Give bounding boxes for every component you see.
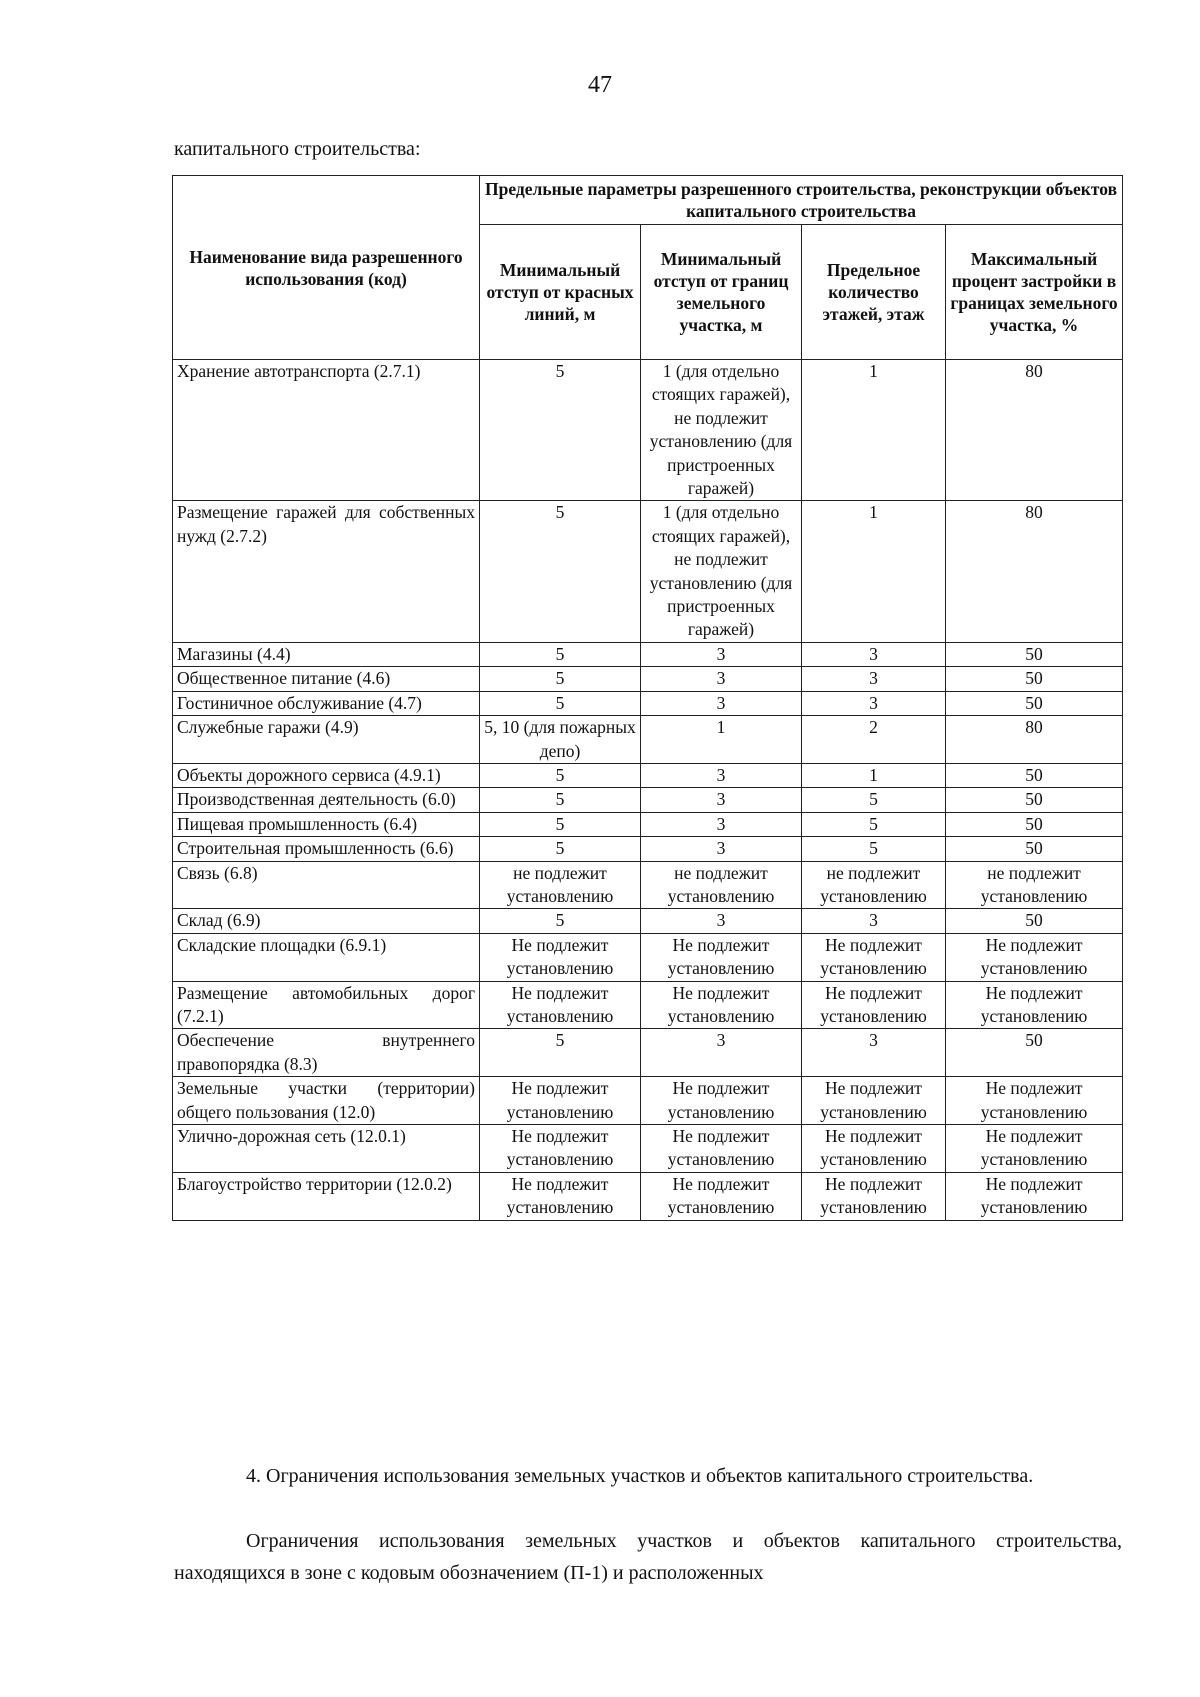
table-row [173, 642, 1123, 666]
table-row [173, 909, 1123, 933]
parameters-table [172, 175, 1123, 1221]
table-row [173, 1125, 1123, 1173]
cell-floor-limit: 1 [802, 763, 946, 787]
cell-floor-limit: 5 [802, 837, 946, 861]
cell-coverage-max: 50 [946, 763, 1123, 787]
cell-floor-limit: 2 [802, 716, 946, 764]
cell-boundary-offset: 3 [641, 788, 802, 812]
table-row [173, 981, 1123, 1029]
cell-coverage-max: Не подлежит установлению [946, 1125, 1123, 1173]
paragraph-restrictions-text: Ограничения использования земельных участков и объектов капитального строительства, находящихся в зоне с кодовым обозначением (П-1) и расположенных [174, 1530, 1122, 1584]
header-coverage-max: Максимальный процент застройки в границах земельного участка, % [946, 225, 1123, 360]
cell-floor-limit: 3 [802, 667, 946, 691]
cell-floor-limit: 3 [802, 1029, 946, 1077]
cell-red-line-offset: 5 [480, 360, 641, 501]
cell-floor-limit: 5 [802, 788, 946, 812]
table-row [173, 1077, 1123, 1125]
cell-use-name: Размещение автомобильных дорог (7.2.1) [173, 981, 480, 1029]
cell-floor-limit: 1 [802, 501, 946, 642]
cell-floor-limit: Не подлежит установлению [802, 981, 946, 1029]
cell-use-name: Обеспечение внутреннего правопорядка (8.3) [173, 1029, 480, 1077]
cell-use-name: Улично-дорожная сеть (12.0.1) [173, 1125, 480, 1173]
table-row [173, 716, 1123, 764]
cell-red-line-offset: 5 [480, 909, 641, 933]
table-row [173, 837, 1123, 861]
table-row [173, 1029, 1123, 1077]
cell-use-name: Общественное питание (4.6) [173, 667, 480, 691]
table-row [173, 501, 1123, 642]
cell-coverage-max: Не подлежит установлению [946, 1077, 1123, 1125]
table-row [173, 788, 1123, 812]
cell-use-name: Магазины (4.4) [173, 642, 480, 666]
cell-red-line-offset: Не подлежит установлению [480, 1172, 641, 1220]
cell-use-name: Склад (6.9) [173, 909, 480, 933]
cell-use-name: Хранение автотранспорта (2.7.1) [173, 360, 480, 501]
table-row [173, 861, 1123, 909]
cell-coverage-max: Не подлежит установлению [946, 933, 1123, 981]
cell-boundary-offset: Не подлежит установлению [641, 981, 802, 1029]
header-name-column: Наименование вида разрешенного использования (код) [173, 176, 480, 360]
cell-floor-limit: 3 [802, 909, 946, 933]
cell-coverage-max: 80 [946, 501, 1123, 642]
table-body [173, 360, 1123, 1221]
cell-boundary-offset: 1 (для отдельно стоящих гаражей), не подлежит установлению (для пристроенных гаражей) [641, 501, 802, 642]
cell-boundary-offset: 3 [641, 763, 802, 787]
cell-floor-limit: 1 [802, 360, 946, 501]
cell-floor-limit: не подлежит установлению [802, 861, 946, 909]
cell-red-line-offset: 5 [480, 691, 641, 715]
cell-coverage-max: Не подлежит установлению [946, 1172, 1123, 1220]
cell-red-line-offset: 5 [480, 837, 641, 861]
header-row-group [173, 176, 1123, 225]
cell-use-name: Служебные гаражи (4.9) [173, 716, 480, 764]
cell-red-line-offset: Не подлежит установлению [480, 981, 641, 1029]
cell-use-name: Гостиничное обслуживание (4.7) [173, 691, 480, 715]
cell-boundary-offset: не подлежит установлению [641, 861, 802, 909]
cell-coverage-max: 50 [946, 691, 1123, 715]
cell-use-name: Строительная промышленность (6.6) [173, 837, 480, 861]
table-row [173, 763, 1123, 787]
cell-coverage-max: 80 [946, 716, 1123, 764]
table-row [173, 691, 1123, 715]
cell-coverage-max: не подлежит установлению [946, 861, 1123, 909]
cell-boundary-offset: Не подлежит установлению [641, 933, 802, 981]
cell-boundary-offset: Не подлежит установлению [641, 1125, 802, 1173]
cell-red-line-offset: Не подлежит установлению [480, 1125, 641, 1173]
table-row [173, 812, 1123, 836]
cell-floor-limit: Не подлежит установлению [802, 1077, 946, 1125]
header-red-line-offset: Минимальный отступ от красных линий, м [480, 225, 641, 360]
header-floor-limit: Предельное количество этажей, этаж [802, 225, 946, 360]
lead-text: капитального строительства: [174, 138, 421, 160]
cell-red-line-offset: не подлежит установлению [480, 861, 641, 909]
cell-use-name: Благоустройство территории (12.0.2) [173, 1172, 480, 1220]
cell-use-name: Размещение гаражей для собственных нужд (2.7.2) [173, 501, 480, 642]
cell-use-name: Складские площадки (6.9.1) [173, 933, 480, 981]
table-row [173, 933, 1123, 981]
cell-red-line-offset: 5 [480, 501, 641, 642]
cell-red-line-offset: Не подлежит установлению [480, 1077, 641, 1125]
cell-red-line-offset: 5 [480, 642, 641, 666]
table-row [173, 1172, 1123, 1220]
cell-boundary-offset: 1 (для отдельно стоящих гаражей), не подлежит установлению (для пристроенных гаражей) [641, 360, 802, 501]
cell-boundary-offset: 3 [641, 1029, 802, 1077]
cell-boundary-offset: Не подлежит установлению [641, 1172, 802, 1220]
cell-red-line-offset: 5 [480, 812, 641, 836]
cell-red-line-offset: 5 [480, 1029, 641, 1077]
cell-boundary-offset: 3 [641, 837, 802, 861]
cell-coverage-max: 50 [946, 667, 1123, 691]
paragraph-restrictions-heading: 4. Ограничения использования земельных участков и объектов капитального строительства. [246, 1465, 1034, 1487]
header-boundary-offset: Минимальный отступ от границ земельного участка, м [641, 225, 802, 360]
cell-red-line-offset: 5 [480, 667, 641, 691]
cell-boundary-offset: Не подлежит установлению [641, 1077, 802, 1125]
cell-red-line-offset: Не подлежит установлению [480, 933, 641, 981]
cell-coverage-max: 80 [946, 360, 1123, 501]
cell-use-name: Производственная деятельность (6.0) [173, 788, 480, 812]
cell-use-name: Объекты дорожного сервиса (4.9.1) [173, 763, 480, 787]
cell-boundary-offset: 3 [641, 909, 802, 933]
cell-floor-limit: 3 [802, 642, 946, 666]
cell-red-line-offset: 5 [480, 788, 641, 812]
table-row [173, 667, 1123, 691]
cell-boundary-offset: 3 [641, 691, 802, 715]
cell-coverage-max: 50 [946, 909, 1123, 933]
cell-floor-limit: 3 [802, 691, 946, 715]
cell-boundary-offset: 3 [641, 812, 802, 836]
cell-coverage-max: 50 [946, 642, 1123, 666]
cell-use-name: Связь (6.8) [173, 861, 480, 909]
cell-coverage-max: Не подлежит установлению [946, 981, 1123, 1029]
cell-use-name: Земельные участки (территории) общего пользования (12.0) [173, 1077, 480, 1125]
header-group-title: Предельные параметры разрешенного строительства, реконструкции объектов капитального строительства [480, 176, 1123, 225]
cell-floor-limit: Не подлежит установлению [802, 1172, 946, 1220]
cell-floor-limit: Не подлежит установлению [802, 1125, 946, 1173]
cell-red-line-offset: 5, 10 (для пожарных депо) [480, 716, 641, 764]
cell-floor-limit: 5 [802, 812, 946, 836]
cell-coverage-max: 50 [946, 837, 1123, 861]
cell-boundary-offset: 1 [641, 716, 802, 764]
cell-use-name: Пищевая промышленность (6.4) [173, 812, 480, 836]
cell-floor-limit: Не подлежит установлению [802, 933, 946, 981]
cell-coverage-max: 50 [946, 788, 1123, 812]
cell-coverage-max: 50 [946, 1029, 1123, 1077]
cell-red-line-offset: 5 [480, 763, 641, 787]
cell-boundary-offset: 3 [641, 667, 802, 691]
cell-boundary-offset: 3 [641, 642, 802, 666]
table-row [173, 360, 1123, 501]
cell-coverage-max: 50 [946, 812, 1123, 836]
page-number: 47 [588, 72, 612, 98]
